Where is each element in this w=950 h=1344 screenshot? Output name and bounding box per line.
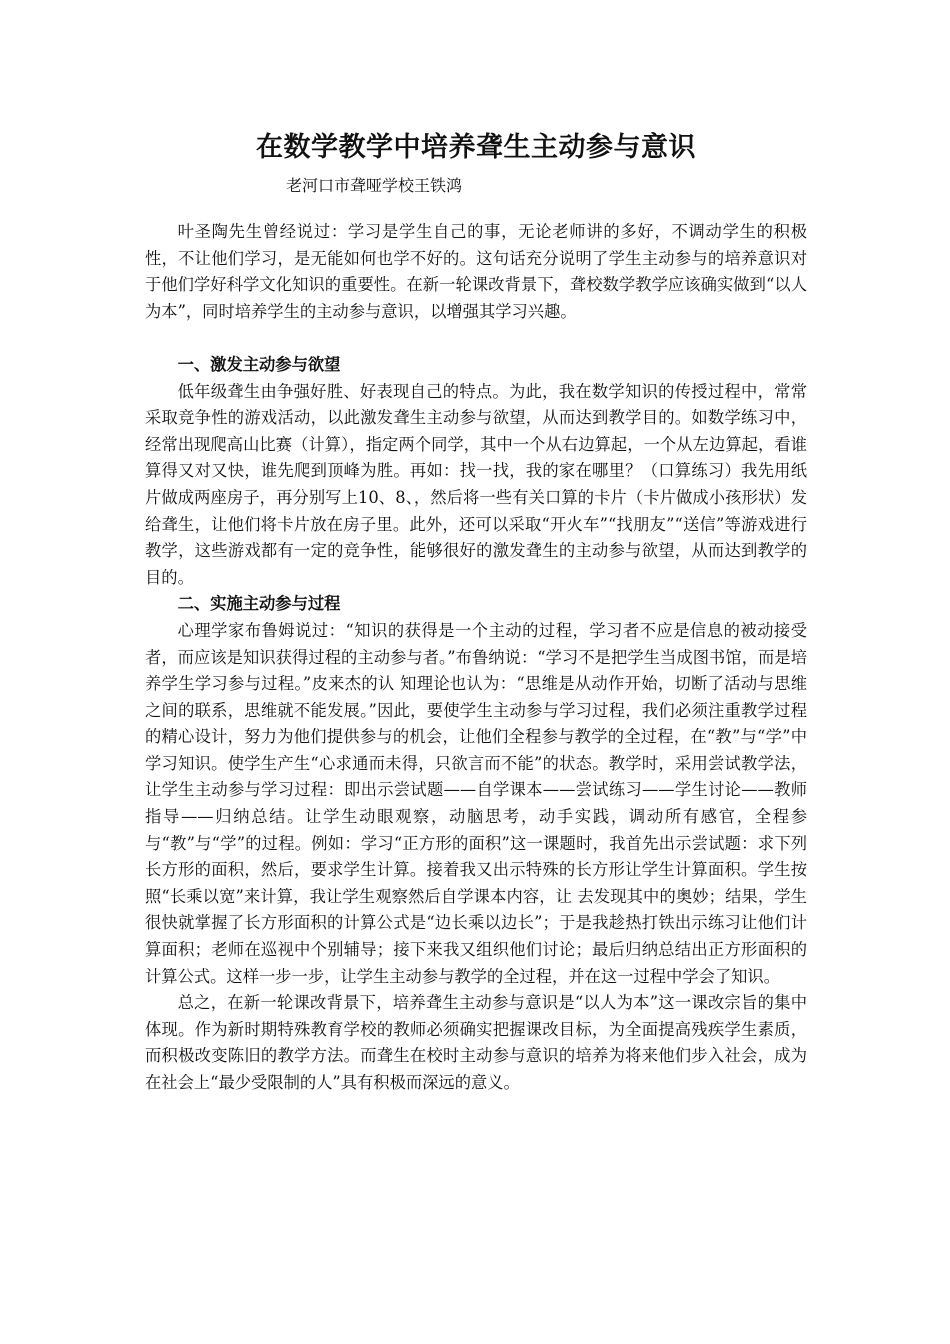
- conclusion-paragraph: 总之，在新一轮课改背景下，培养聋生主动参与意识是“以人为本”这一课改宗旨的集中体现。作为新时期特殊教育学校的教师必须确实把握课改目标，为全面提高残疾学生素质，而积极改变陈旧的教学方法。而聋生在校时主动参与意识的培养为将来他们步入社会，成为在社会上“最少受限制的人”具有积极而深远的意义。: [145, 993, 807, 1092]
- document-body: [145, 219, 807, 1097]
- section-heading-2: 二、实施主动参与过程: [177, 594, 341, 614]
- intro-paragraph: 叶圣陶先生曾经说过：学习是学生自己的事，无论老师讲的多好，不调动学生的积极性，不让他们学习，是无能如何也学不好的。这句话充分说明了学生主动参与的培养意识对于他们学好科学文化知识的重要性。在新一轮课改背景下，聋校数学教学应该确实做到“以人为本”，同时培养学生的主动参与意识，以增强其学习兴趣。: [145, 222, 807, 321]
- paragraph-spacer: [145, 325, 807, 352]
- section-paragraph-2: 心理学家布鲁姆说过：“知识的获得是一个主动的过程，学习者不应是信息的被动接受者，而应该是知识获得过程的主动参与者。”布鲁纳说：“学习不是把学生当成图书馆，而是培养学生学习参与过程。”皮来杰的认 知理论也认为：“思维是从动作开始，切断了活动与思维之间的联系，思维就不能发展。”因此，要使学生主动参与学习过程，我们必须注重教学过程的精心设计，努力为他们提供参与的机会，让他们全程参与教学的全过程，在“教”与“学”中学习知识。使学生产生“心求通而未得，只欲言而不能”的状态。教学时，采用尝试教学法，让学生主动参与学习过程：即出示尝试题——自学课本——尝试练习——学生讨论——教师指导——归纳总结。让学生动眼观察，动脑思考，动手实践，调动所有感官，全程参与“教”与“学”的过程。例如：学习“正方形的面积”这一课题时，我首先出示尝试题：求下列长方形的面积，然后，要求学生计算。接着我又出示特殊的长方形让学生计算面积。学生按照“长乘以宽”来计算，我让学生观察然后自学课本内容，让 去发现其中的奥妙；结果，学生很快就掌握了长方形面积的计算公式是“边长乘以边长”；于是我趁热打铁出示练习让他们计算面积；老师在巡视中个别辅导；接下来我又组织他们讨论；最后归纳总结出正方形面积的计算公式。这样一步一步，让学生主动参与教学的全过程，并在这一过程中学会了知识。: [145, 620, 807, 986]
- document-title: 在数学教学中培养聋生主动参与意识: [256, 132, 696, 163]
- section-heading-1: 一、激发主动参与欲望: [177, 354, 341, 374]
- document-author: 老河口市聋哑学校王铁鸿: [286, 176, 463, 195]
- section-paragraph-1: 低年级聋生由争强好胜、好表现自己的特点。为此，我在数学知识的传授过程中，常常采取竞争性的游戏活动，以此激发聋生主动参与欲望，从而达到教学目的。如数学练习中，经常出现爬高山比赛（计算），指定两个同学，其中一个从右边算起，一个从左边算起，看谁算得又对又快，谁先爬到顶峰为胜。再如：找一找，我的家在哪里？（口算练习）我先用纸片做成两座房子，再分别写上10、8、，然后将一些有关口算的卡片（卡片做成小孩形状）发给聋生，让他们将卡片放在房子里。此外，还可以采取“开火车”“找朋友”“送信”等游戏进行教学，这些游戏都有一定的竞争性，能够很好的激发聋生的主动参与欲望，从而达到教学的目的。: [145, 381, 807, 587]
